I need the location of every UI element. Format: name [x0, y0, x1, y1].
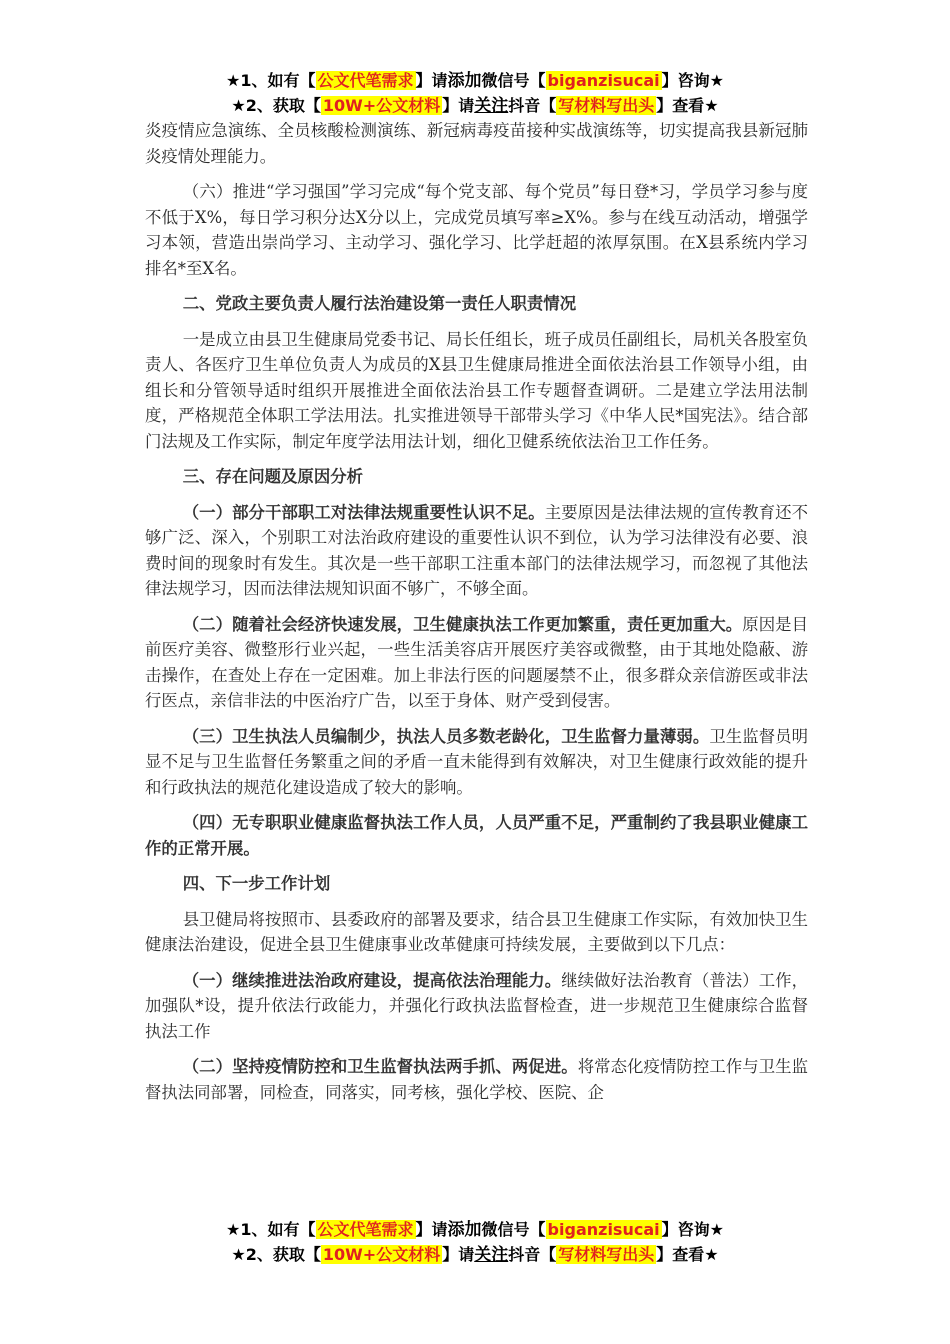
top-banner	[0, 68, 950, 118]
paragraph-text: 继续做好法治教育（普法）工作，加强队*设，提升依法行政能力，并强化行政执法监督检查，进一步规范卫生健康综合监督执法工作	[145, 970, 808, 1041]
banner-text: 抖音【	[508, 1245, 557, 1264]
document-body	[145, 118, 808, 1115]
banner-text: ★1、如有【	[226, 71, 316, 90]
banner-line-1	[0, 68, 950, 93]
banner-text: 】请	[415, 71, 448, 90]
banner-line-2	[0, 1242, 950, 1267]
paragraph	[145, 500, 808, 602]
paragraph-lead: （三）卫生执法人员编制少，执法人员多数老龄化，卫生监督力量薄弱。	[182, 726, 710, 746]
banner-text: ★2、获取【	[231, 96, 321, 115]
banner-emphasis: 添加	[447, 1220, 482, 1240]
banner-text: 】请	[442, 96, 475, 115]
section-heading: 四、下一步工作计划	[182, 874, 331, 893]
paragraph: 炎疫情应急演练、全员核酸检测演练、新冠病毒疫苗接种实战演练等，切实提高我县新冠肺炎疫情处理能力。	[145, 121, 808, 166]
banner-text: 】请	[415, 1220, 448, 1239]
banner-text: 】咨询★	[661, 1220, 724, 1239]
banner-highlight: 写材料写出头	[558, 1245, 655, 1264]
banner-line-2	[0, 93, 950, 118]
bottom-banner	[0, 1217, 950, 1267]
banner-emphasis: 添加	[447, 71, 482, 91]
paragraph	[145, 968, 808, 1045]
banner-text: 微信号【	[481, 1220, 546, 1239]
banner-text: 】查看★	[656, 1245, 719, 1264]
paragraph	[145, 1054, 808, 1105]
paragraph-lead: （二）坚持疫情防控和卫生监督执法两手抓、两促进。	[182, 1057, 578, 1076]
banner-emphasis: 关注	[474, 96, 509, 116]
banner-emphasis: 关注	[474, 1245, 509, 1265]
banner-highlight: 写材料写出头	[558, 96, 655, 115]
banner-highlight: biganzisucai	[547, 71, 660, 90]
paragraph: 县卫健局将按照市、县委政府的部署及要求，结合县卫生健康工作实际，有效加快卫生健康法治建设，促进全县卫生健康事业改革健康可持续发展，主要做到以下几点：	[145, 909, 808, 954]
banner-highlight: biganzisucai	[547, 1220, 660, 1239]
banner-highlight: 10W+公文材料	[322, 1245, 441, 1264]
paragraph-text: 主要原因是法律法规的宣传教育还不够广泛、深入，个别职工对法治政府建设的重要性认识不到位，认为学习法律没有必要、浪费时间的现象时有发生。其次是一些干部职工注重本部门的法律法规学习，而忽视了其他法律法规学习，因而法律法规知识面不够广，不够全面。	[145, 502, 809, 598]
paragraph-bold: （四）无专职职业健康监督执法工作人员，人员严重不足，严重制约了我县职业健康工作的正常开展。	[145, 813, 808, 858]
paragraph-lead: （一）继续推进法治政府建设，提高依法治理能力。	[182, 970, 562, 990]
paragraph-text: 卫生监督员明显不足与卫生监督任务繁重之间的矛盾一直未能得到有效解决，对卫生健康行政效能的提升和行政执法的规范化建设造成了较大的影响。	[145, 726, 809, 797]
paragraph-text: 将常态化疫情防控工作与卫生监督执法同部署，同检查，同落实，同考核，强化学校、医院、企	[145, 1057, 809, 1102]
paragraph-text: 原因是目前医疗美容、微整形行业兴起，一些生活美容店开展医疗美容或微整，由于其地处隐蔽、游击操作，在查处上存在一定困难。加上非法行医的问题屡禁不止，很多群众亲信游医或非法行医点，亲信非法的中医治疗广告，以至于身体、财产受到侵害。	[145, 614, 809, 710]
banner-highlight: 公文代笔需求	[317, 1220, 414, 1239]
banner-highlight: 公文代笔需求	[317, 71, 414, 90]
paragraph: 一是成立由县卫生健康局党委书记、局长任组长，班子成员任副组长，局机关各股室负责人、各医疗卫生单位负责人为成员的X县卫生健康局推进全面依法治县工作领导小组，由组长和分管领导适时组织开展推进全面依法治县工作专题督查调研。二是建立学法用法制度，严格规范全体职工学法用法。扎实推进领导干部带头学习《中华人民*国宪法》。结合部门法规及工作实际，制定年度学法用法计划，细化卫健系统依法治卫工作任务。	[145, 329, 808, 451]
banner-text: 】请	[442, 1245, 475, 1264]
paragraph-lead: （二）随着社会经济快速发展，卫生健康执法工作更加繁重，责任更加重大。	[182, 614, 743, 634]
banner-text: 】咨询★	[661, 71, 724, 90]
paragraph-lead: （一）部分干部职工对法律法规重要性认识不足。	[182, 502, 545, 522]
paragraph: （六）推进“学习强国”学习完成“每个党支部、每个党员”每日登*习，学员学习参与度不低于X%，每日学习积分达X分以上，完成党员填写率≥X%。参与在线互动活动，增强学习本领，营造出崇尚学习、主动学习、强化学习、比学赶超的浓厚氛围。在X县系统内学习排名*至X名。	[145, 182, 808, 278]
banner-text: 抖音【	[508, 96, 557, 115]
banner-text: ★1、如有【	[226, 1220, 316, 1239]
banner-text: ★2、获取【	[231, 1245, 321, 1264]
section-heading: 三、存在问题及原因分析	[182, 467, 364, 486]
paragraph	[145, 612, 808, 714]
banner-highlight: 10W+公文材料	[322, 96, 441, 115]
banner-text: 微信号【	[481, 71, 546, 90]
section-heading: 二、党政主要负责人履行法治建设第一责任人职责情况	[182, 294, 577, 313]
banner-text: 】查看★	[656, 96, 719, 115]
paragraph	[145, 724, 808, 801]
banner-line-1	[0, 1217, 950, 1242]
